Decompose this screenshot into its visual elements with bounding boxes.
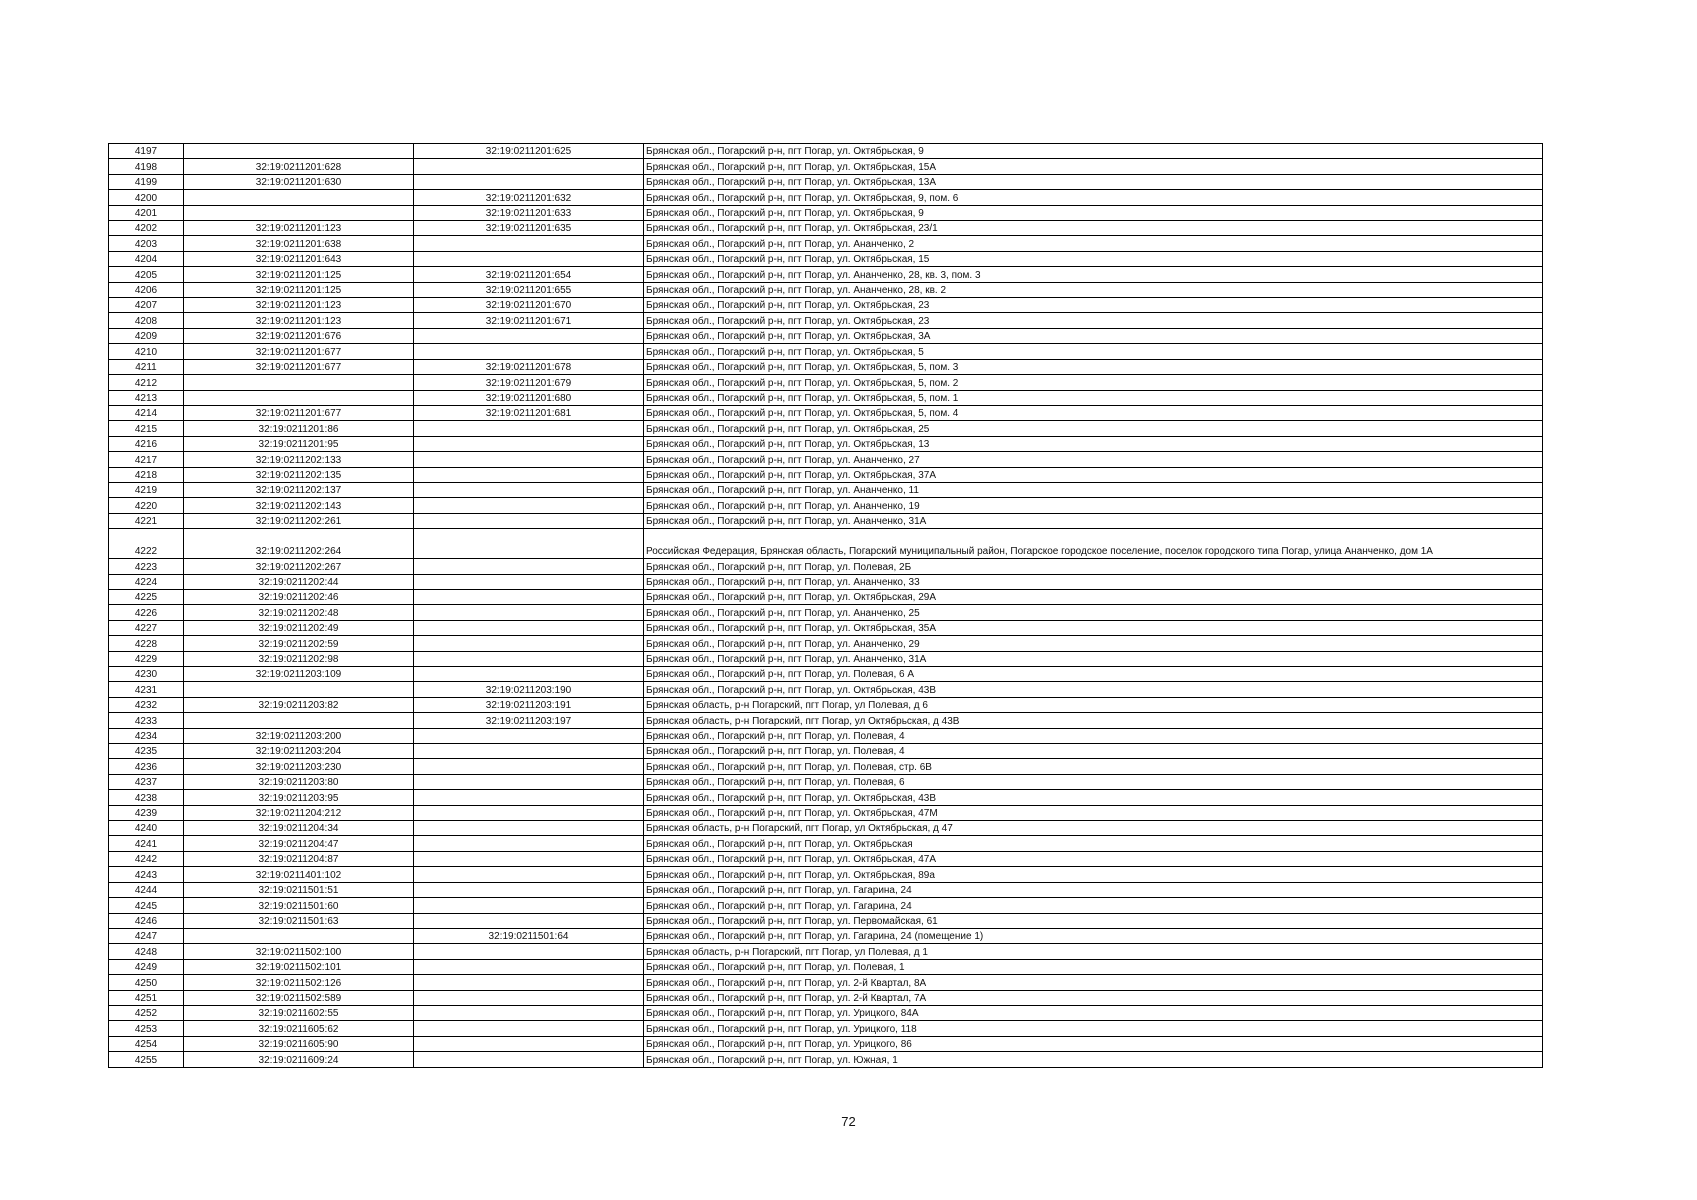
table-row [109,836,1543,851]
registry-table [108,143,1543,1068]
table-row [109,1005,1543,1020]
address-cell: Брянская обл., Погарский р-н, пгт Погар, ул. Полевая, стр. 6В [644,759,1543,774]
cadastral-parcel-cell: 32:19:0211605:62 [184,1021,414,1036]
cadastral-object-cell: 32:19:0211201:679 [414,375,644,390]
table-row [109,913,1543,928]
table-row [109,390,1543,405]
table-row [109,1036,1543,1051]
row-number-cell: 4234 [109,728,184,743]
cadastral-object-cell [414,898,644,913]
cadastral-object-cell [414,174,644,189]
table-row [109,928,1543,943]
address-cell: Брянская обл., Погарский р-н, пгт Погар, ул. Ананченко, 2 [644,236,1543,251]
address-cell: Брянская обл., Погарский р-н, пгт Погар, ул. Урицкого, 84А [644,1005,1543,1020]
address-cell: Брянская обл., Погарский р-н, пгт Погар, ул. Октябрьская, 23 [644,298,1543,313]
address-cell: Брянская обл., Погарский р-н, пгт Погар, ул. Ананченко, 28, кв. 3, пом. 3 [644,267,1543,282]
row-number-cell: 4197 [109,144,184,159]
cadastral-parcel-cell [184,713,414,728]
cadastral-object-cell [414,882,644,897]
row-number-cell: 4213 [109,390,184,405]
cadastral-object-cell [414,821,644,836]
row-number-cell: 4231 [109,682,184,697]
cadastral-object-cell [414,513,644,528]
address-cell: Брянская обл., Погарский р-н, пгт Погар, ул. Южная, 1 [644,1052,1543,1067]
cadastral-parcel-cell: 32:19:0211605:90 [184,1036,414,1051]
row-number-cell: 4248 [109,944,184,959]
cadastral-object-cell: 32:19:0211201:671 [414,313,644,328]
cadastral-parcel-cell: 32:19:0211201:86 [184,421,414,436]
cadastral-object-cell [414,1036,644,1051]
row-number-cell: 4226 [109,605,184,620]
cadastral-object-cell [414,728,644,743]
table-row [109,867,1543,882]
address-cell: Брянская обл., Погарский р-н, пгт Погар, ул. Октябрьская, 5, пом. 4 [644,405,1543,420]
table-row [109,882,1543,897]
row-number-cell: 4228 [109,636,184,651]
cadastral-object-cell: 32:19:0211201:681 [414,405,644,420]
row-number-cell: 4219 [109,482,184,497]
cadastral-parcel-cell: 32:19:0211201:638 [184,236,414,251]
cadastral-object-cell [414,990,644,1005]
table-row [109,790,1543,805]
address-cell: Брянская обл., Погарский р-н, пгт Погар, ул. Ананченко, 25 [644,605,1543,620]
table-row [109,375,1543,390]
row-number-cell: 4245 [109,898,184,913]
row-number-cell: 4236 [109,759,184,774]
cadastral-object-cell [414,636,644,651]
cadastral-parcel-cell: 32:19:0211201:123 [184,221,414,236]
address-cell: Брянская обл., Погарский р-н, пгт Погар, ул. Октябрьская, 43В [644,790,1543,805]
table-row [109,221,1543,236]
address-cell: Брянская обл., Погарский р-н, пгт Погар, ул. Ананченко, 28, кв. 2 [644,282,1543,297]
cadastral-parcel-cell: 32:19:0211201:643 [184,251,414,266]
cadastral-object-cell [414,1005,644,1020]
cadastral-object-cell: 32:19:0211201:680 [414,390,644,405]
table-row [109,620,1543,635]
address-cell: Брянская обл., Погарский р-н, пгт Погар, ул. Октябрьская, 89а [644,867,1543,882]
cadastral-parcel-cell: 32:19:0211609:24 [184,1052,414,1067]
cadastral-parcel-cell [184,928,414,943]
cadastral-object-cell [414,805,644,820]
cadastral-parcel-cell: 32:19:0211203:204 [184,744,414,759]
table-row [109,298,1543,313]
table-row [109,328,1543,343]
row-number-cell: 4235 [109,744,184,759]
row-number-cell: 4243 [109,867,184,882]
cadastral-object-cell: 32:19:0211201:678 [414,359,644,374]
address-cell: Брянская обл., Погарский р-н, пгт Погар, ул. Октябрьская, 5, пом. 2 [644,375,1543,390]
cadastral-object-cell [414,944,644,959]
row-number-cell: 4253 [109,1021,184,1036]
cadastral-parcel-cell [184,205,414,220]
address-cell: Брянская обл., Погарский р-н, пгт Погар, ул. Октябрьская, 3А [644,328,1543,343]
address-cell: Брянская обл., Погарский р-н, пгт Погар, ул. Гагарина, 24 [644,882,1543,897]
row-number-cell: 4199 [109,174,184,189]
cadastral-parcel-cell: 32:19:0211602:55 [184,1005,414,1020]
cadastral-object-cell: 32:19:0211201:654 [414,267,644,282]
address-cell: Брянская обл., Погарский р-н, пгт Погар, ул. Октябрьская, 15А [644,159,1543,174]
cadastral-object-cell: 32:19:0211201:625 [414,144,644,159]
cadastral-parcel-cell: 32:19:0211202:143 [184,498,414,513]
table-row [109,159,1543,174]
cadastral-parcel-cell: 32:19:0211203:95 [184,790,414,805]
table-row [109,405,1543,420]
cadastral-parcel-cell [184,190,414,205]
table-row [109,697,1543,712]
address-cell: Брянская обл., Погарский р-н, пгт Погар, ул. Ананченко, 33 [644,574,1543,589]
cadastral-object-cell [414,851,644,866]
row-number-cell: 4198 [109,159,184,174]
address-cell: Брянская обл., Погарский р-н, пгт Погар, ул. Октябрьская, 47М [644,805,1543,820]
row-number-cell: 4215 [109,421,184,436]
row-number-cell: 4240 [109,821,184,836]
cadastral-object-cell [414,251,644,266]
table-row [109,359,1543,374]
cadastral-parcel-cell: 32:19:0211502:101 [184,959,414,974]
address-cell: Брянская обл., Погарский р-н, пгт Погар, ул. Октябрьская, 25 [644,421,1543,436]
address-cell: Брянская обл., Погарский р-н, пгт Погар, ул. Полевая, 6 [644,774,1543,789]
row-number-cell: 4210 [109,344,184,359]
table-row [109,821,1543,836]
cadastral-parcel-cell: 32:19:0211201:123 [184,298,414,313]
row-number-cell: 4242 [109,851,184,866]
address-cell: Брянская обл., Погарский р-н, пгт Погар, ул. Октябрьская, 5 [644,344,1543,359]
row-number-cell: 4221 [109,513,184,528]
cadastral-object-cell [414,159,644,174]
address-cell: Брянская обл., Погарский р-н, пгт Погар, ул. Октябрьская, 35А [644,620,1543,635]
table-row [109,851,1543,866]
address-cell: Брянская обл., Погарский р-н, пгт Погар, ул. Урицкого, 118 [644,1021,1543,1036]
table-row [109,728,1543,743]
address-cell: Брянская обл., Погарский р-н, пгт Погар, ул. Октябрьская, 9 [644,144,1543,159]
cadastral-parcel-cell: 32:19:0211201:677 [184,405,414,420]
row-number-cell: 4222 [109,529,184,559]
address-cell: Брянская обл., Погарский р-н, пгт Погар, ул. Октябрьская, 43В [644,682,1543,697]
cadastral-parcel-cell: 32:19:0211202:49 [184,620,414,635]
cadastral-object-cell [414,344,644,359]
address-cell: Брянская обл., Погарский р-н, пгт Погар, ул. Ананченко, 31А [644,651,1543,666]
address-cell: Брянская обл., Погарский р-н, пгт Погар, ул. Полевая, 4 [644,744,1543,759]
address-cell: Брянская обл., Погарский р-н, пгт Погар, ул. Октябрьская, 5, пом. 1 [644,390,1543,405]
cadastral-object-cell [414,605,644,620]
row-number-cell: 4201 [109,205,184,220]
cadastral-object-cell [414,620,644,635]
cadastral-object-cell [414,328,644,343]
address-cell: Брянская обл., Погарский р-н, пгт Погар, ул. Октябрьская, 29А [644,589,1543,604]
cadastral-object-cell [414,790,644,805]
cadastral-object-cell: 32:19:0211201:635 [414,221,644,236]
address-cell: Брянская обл., Погарский р-н, пгт Погар, ул. Ананченко, 29 [644,636,1543,651]
address-cell: Брянская обл., Погарский р-н, пгт Погар, ул. Полевая, 1 [644,959,1543,974]
row-number-cell: 4205 [109,267,184,282]
table-row [109,498,1543,513]
cadastral-parcel-cell [184,682,414,697]
address-cell: Брянская обл., Погарский р-н, пгт Погар, ул. Полевая, 4 [644,728,1543,743]
cadastral-object-cell: 32:19:0211201:670 [414,298,644,313]
cadastral-parcel-cell: 32:19:0211202:133 [184,452,414,467]
cadastral-parcel-cell: 32:19:0211204:47 [184,836,414,851]
table-row [109,959,1543,974]
table-row [109,990,1543,1005]
page-number: 72 [841,1114,856,1129]
cadastral-object-cell [414,559,644,574]
table-row [109,267,1543,282]
row-number-cell: 4220 [109,498,184,513]
cadastral-parcel-cell [184,375,414,390]
cadastral-object-cell [414,467,644,482]
cadastral-parcel-cell: 32:19:0211202:264 [184,529,414,559]
address-cell: Брянская обл., Погарский р-н, пгт Погар, ул. Ананченко, 11 [644,482,1543,497]
address-cell: Брянская обл., Погарский р-н, пгт Погар, ул. Октябрьская, 9 [644,205,1543,220]
address-cell: Брянская обл., Погарский р-н, пгт Погар, ул. 2-й Квартал, 7А [644,990,1543,1005]
cadastral-object-cell [414,836,644,851]
cadastral-parcel-cell: 32:19:0211203:200 [184,728,414,743]
table-row [109,436,1543,451]
row-number-cell: 4239 [109,805,184,820]
cadastral-object-cell [414,589,644,604]
table-row [109,482,1543,497]
table-row [109,744,1543,759]
address-cell: Брянская область, р-н Погарский, пгт Погар, ул Полевая, д 1 [644,944,1543,959]
cadastral-object-cell [414,975,644,990]
address-cell: Брянская обл., Погарский р-н, пгт Погар, ул. Октябрьская, 23 [644,313,1543,328]
table-row [109,251,1543,266]
table-row [109,774,1543,789]
cadastral-object-cell [414,759,644,774]
table-row [109,1021,1543,1036]
table-row [109,636,1543,651]
row-number-cell: 4233 [109,713,184,728]
cadastral-object-cell [414,236,644,251]
row-number-cell: 4225 [109,589,184,604]
cadastral-object-cell [414,867,644,882]
cadastral-parcel-cell: 32:19:0211201:677 [184,344,414,359]
address-cell: Брянская обл., Погарский р-н, пгт Погар, ул. Октябрьская, 13А [644,174,1543,189]
cadastral-parcel-cell [184,390,414,405]
cadastral-parcel-cell: 32:19:0211204:87 [184,851,414,866]
row-number-cell: 4224 [109,574,184,589]
cadastral-parcel-cell: 32:19:0211201:123 [184,313,414,328]
cadastral-parcel-cell: 32:19:0211501:63 [184,913,414,928]
row-number-cell: 4244 [109,882,184,897]
row-number-cell: 4230 [109,667,184,682]
table-row [109,1052,1543,1067]
cadastral-parcel-cell: 32:19:0211202:48 [184,605,414,620]
table-row [109,667,1543,682]
address-cell: Брянская область, р-н Погарский, пгт Погар, ул Полевая, д 6 [644,697,1543,712]
cadastral-object-cell [414,421,644,436]
table-row [109,574,1543,589]
cadastral-parcel-cell: 32:19:0211203:82 [184,697,414,712]
row-number-cell: 4208 [109,313,184,328]
table-row [109,651,1543,666]
cadastral-parcel-cell: 32:19:0211204:212 [184,805,414,820]
cadastral-object-cell: 32:19:0211203:197 [414,713,644,728]
cadastral-parcel-cell: 32:19:0211202:135 [184,467,414,482]
cadastral-object-cell [414,1052,644,1067]
table-row [109,467,1543,482]
address-cell: Брянская обл., Погарский р-н, пгт Погар, ул. Урицкого, 86 [644,1036,1543,1051]
cadastral-parcel-cell: 32:19:0211201:676 [184,328,414,343]
address-cell: Брянская обл., Погарский р-н, пгт Погар, ул. Полевая, 2Б [644,559,1543,574]
cadastral-object-cell [414,482,644,497]
address-cell: Брянская обл., Погарский р-н, пгт Погар, ул. Октябрьская, 9, пом. 6 [644,190,1543,205]
address-cell: Брянская обл., Погарский р-н, пгт Погар, ул. Полевая, 6 А [644,667,1543,682]
cadastral-parcel-cell: 32:19:0211202:267 [184,559,414,574]
address-cell: Брянская обл., Погарский р-н, пгт Погар, ул. Гагарина, 24 (помещение 1) [644,928,1543,943]
cadastral-object-cell [414,529,644,559]
table-row [109,174,1543,189]
row-number-cell: 4237 [109,774,184,789]
cadastral-parcel-cell: 32:19:0211201:630 [184,174,414,189]
cadastral-object-cell [414,436,644,451]
row-number-cell: 4246 [109,913,184,928]
cadastral-parcel-cell: 32:19:0211202:137 [184,482,414,497]
table-row [109,421,1543,436]
cadastral-parcel-cell: 32:19:0211202:46 [184,589,414,604]
cadastral-parcel-cell: 32:19:0211204:34 [184,821,414,836]
table-row [109,236,1543,251]
cadastral-object-cell: 32:19:0211203:190 [414,682,644,697]
table-row [109,513,1543,528]
row-number-cell: 4232 [109,697,184,712]
row-number-cell: 4218 [109,467,184,482]
cadastral-object-cell: 32:19:0211201:655 [414,282,644,297]
cadastral-parcel-cell: 32:19:0211201:95 [184,436,414,451]
address-cell: Брянская обл., Погарский р-н, пгт Погар, ул. 2-й Квартал, 8А [644,975,1543,990]
cadastral-parcel-cell: 32:19:0211502:126 [184,975,414,990]
table-row [109,205,1543,220]
cadastral-object-cell: 32:19:0211203:191 [414,697,644,712]
row-number-cell: 4223 [109,559,184,574]
row-number-cell: 4238 [109,790,184,805]
address-cell: Брянская обл., Погарский р-н, пгт Погар, ул. Октябрьская [644,836,1543,851]
address-cell: Брянская область, р-н Погарский, пгт Погар, ул Октябрьская, д 43В [644,713,1543,728]
table-row [109,529,1543,559]
table-row [109,144,1543,159]
address-cell: Брянская обл., Погарский р-н, пгт Погар, ул. Октябрьская, 13 [644,436,1543,451]
table-row [109,898,1543,913]
row-number-cell: 4202 [109,221,184,236]
cadastral-object-cell [414,959,644,974]
cadastral-parcel-cell: 32:19:0211502:589 [184,990,414,1005]
cadastral-parcel-cell: 32:19:0211202:44 [184,574,414,589]
table-row [109,589,1543,604]
row-number-cell: 4217 [109,452,184,467]
cadastral-parcel-cell [184,144,414,159]
registry-table-body [109,144,1543,1068]
row-number-cell: 4252 [109,1005,184,1020]
table-row [109,559,1543,574]
address-cell: Российская Федерация, Брянская область, Погарский муниципальный район, Погарское городское поселение, поселок городского типа Погар, улица Ананченко, дом 1А [644,529,1543,559]
address-cell: Брянская обл., Погарский р-н, пгт Погар, ул. Октябрьская, 15 [644,251,1543,266]
table-row [109,713,1543,728]
table-row [109,944,1543,959]
row-number-cell: 4212 [109,375,184,390]
table-row [109,682,1543,697]
row-number-cell: 4203 [109,236,184,251]
cadastral-object-cell: 32:19:0211201:633 [414,205,644,220]
table-row [109,975,1543,990]
cadastral-object-cell [414,1021,644,1036]
cadastral-object-cell [414,913,644,928]
row-number-cell: 4251 [109,990,184,1005]
table-row [109,759,1543,774]
row-number-cell: 4209 [109,328,184,343]
address-cell: Брянская обл., Погарский р-н, пгт Погар, ул. Первомайская, 61 [644,913,1543,928]
address-cell: Брянская обл., Погарский р-н, пгт Погар, ул. Октябрьская, 23/1 [644,221,1543,236]
row-number-cell: 4227 [109,620,184,635]
cadastral-object-cell [414,667,644,682]
address-cell: Брянская обл., Погарский р-н, пгт Погар, ул. Ананченко, 31А [644,513,1543,528]
row-number-cell: 4216 [109,436,184,451]
address-cell: Брянская обл., Погарский р-н, пгт Погар, ул. Ананченко, 27 [644,452,1543,467]
row-number-cell: 4255 [109,1052,184,1067]
address-cell: Брянская обл., Погарский р-н, пгт Погар, ул. Ананченко, 19 [644,498,1543,513]
cadastral-parcel-cell: 32:19:0211201:677 [184,359,414,374]
address-cell: Брянская обл., Погарский р-н, пгт Погар, ул. Октябрьская, 47А [644,851,1543,866]
table-row [109,313,1543,328]
cadastral-parcel-cell: 32:19:0211501:51 [184,882,414,897]
cadastral-parcel-cell: 32:19:0211502:100 [184,944,414,959]
table-row [109,344,1543,359]
row-number-cell: 4247 [109,928,184,943]
cadastral-object-cell: 32:19:0211501:64 [414,928,644,943]
cadastral-parcel-cell: 32:19:0211202:98 [184,651,414,666]
row-number-cell: 4207 [109,298,184,313]
cadastral-parcel-cell: 32:19:0211401:102 [184,867,414,882]
cadastral-object-cell [414,774,644,789]
row-number-cell: 4214 [109,405,184,420]
row-number-cell: 4200 [109,190,184,205]
address-cell: Брянская обл., Погарский р-н, пгт Погар, ул. Гагарина, 24 [644,898,1543,913]
cadastral-object-cell: 32:19:0211201:632 [414,190,644,205]
address-cell: Брянская область, р-н Погарский, пгт Погар, ул Октябрьская, д 47 [644,821,1543,836]
row-number-cell: 4229 [109,651,184,666]
cadastral-parcel-cell: 32:19:0211201:125 [184,282,414,297]
cadastral-parcel-cell: 32:19:0211201:628 [184,159,414,174]
cadastral-object-cell [414,574,644,589]
address-cell: Брянская обл., Погарский р-н, пгт Погар, ул. Октябрьская, 37А [644,467,1543,482]
row-number-cell: 4211 [109,359,184,374]
row-number-cell: 4241 [109,836,184,851]
cadastral-object-cell [414,744,644,759]
row-number-cell: 4206 [109,282,184,297]
address-cell: Брянская обл., Погарский р-н, пгт Погар, ул. Октябрьская, 5, пом. 3 [644,359,1543,374]
table-row [109,452,1543,467]
cadastral-parcel-cell: 32:19:0211202:261 [184,513,414,528]
cadastral-object-cell [414,651,644,666]
table-row [109,805,1543,820]
row-number-cell: 4250 [109,975,184,990]
cadastral-parcel-cell: 32:19:0211501:60 [184,898,414,913]
row-number-cell: 4249 [109,959,184,974]
cadastral-parcel-cell: 32:19:0211203:109 [184,667,414,682]
cadastral-parcel-cell: 32:19:0211202:59 [184,636,414,651]
cadastral-parcel-cell: 32:19:0211201:125 [184,267,414,282]
table-row [109,190,1543,205]
table-row [109,282,1543,297]
row-number-cell: 4254 [109,1036,184,1051]
table-row [109,605,1543,620]
cadastral-parcel-cell: 32:19:0211203:230 [184,759,414,774]
cadastral-object-cell [414,452,644,467]
cadastral-object-cell [414,498,644,513]
cadastral-parcel-cell: 32:19:0211203:80 [184,774,414,789]
row-number-cell: 4204 [109,251,184,266]
